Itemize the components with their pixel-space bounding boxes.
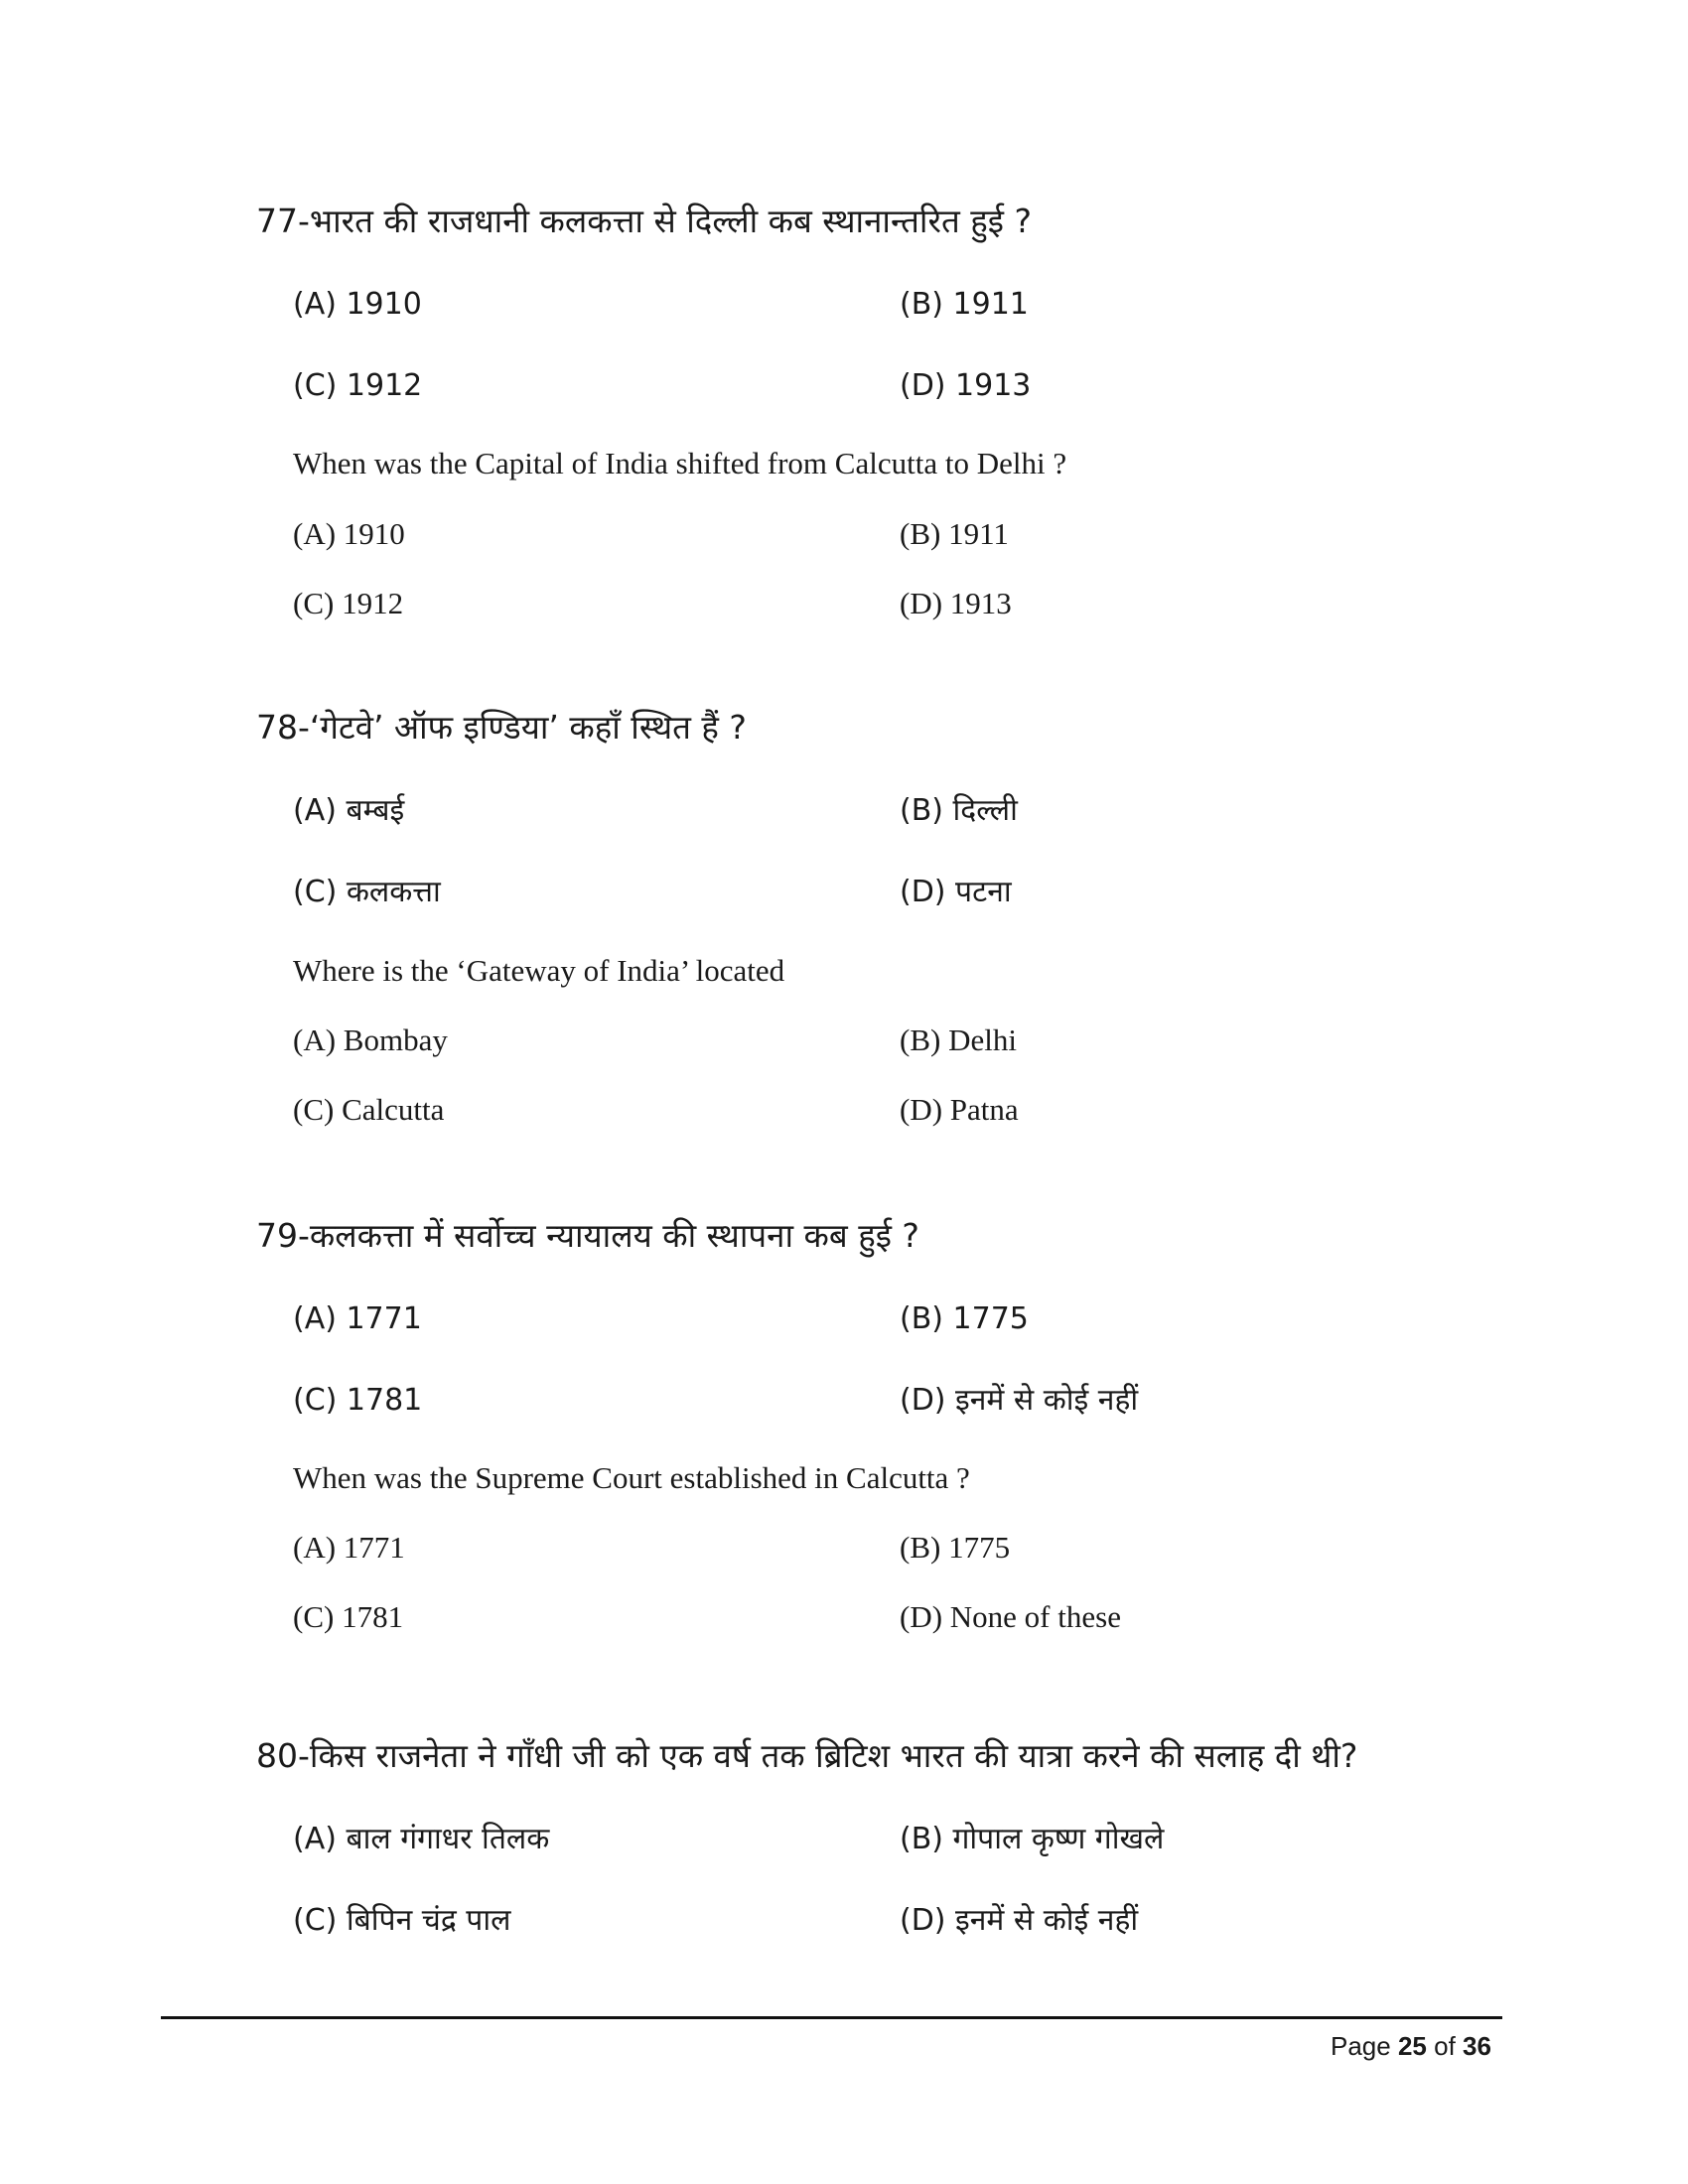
q78-hi-option-b: (B) दिल्ली: [900, 793, 1018, 828]
q79-en-option-c: (C) 1781: [293, 1599, 404, 1634]
page-of-label: of: [1434, 2031, 1456, 2061]
q78-en-option-a: (A) Bombay: [293, 1023, 448, 1057]
q78-en-option-b: (B) Delhi: [900, 1023, 1017, 1057]
page-label: Page: [1331, 2031, 1391, 2061]
q77-hi-option-d: (D) 1913: [900, 368, 1032, 403]
q78-en-option-c: (C) Calcutta: [293, 1092, 445, 1127]
page-number-footer: [1331, 2031, 1491, 2062]
question-80-hindi: 80-किस राजनेता ने गाँधी जी को एक वर्ष तक ब्रिटिश भारत की यात्रा करने की सलाह दी थी?: [256, 1736, 1358, 1775]
page-current: 25: [1397, 2031, 1427, 2061]
question-77-english: When was the Capital of India shifted from Calcutta to Delhi ?: [293, 446, 1067, 480]
page-total: 36: [1463, 2031, 1491, 2061]
q79-hi-option-a: (A) 1771: [293, 1301, 422, 1336]
q77-hi-option-a: (A) 1910: [293, 287, 422, 322]
q79-hi-option-b: (B) 1775: [900, 1301, 1029, 1336]
q77-hi-option-b: (B) 1911: [900, 287, 1029, 322]
q80-hi-option-a: (A) बाल गंगाधर तिलक: [293, 1822, 550, 1856]
q77-en-option-d: (D) 1913: [900, 586, 1012, 620]
question-78-hindi: 78-‘गेटवे’ ऑफ इण्डिया’ कहाँ स्थित हैं ?: [256, 708, 747, 747]
q78-hi-option-a: (A) बम्बई: [293, 793, 405, 828]
q80-hi-option-b: (B) गोपाल कृष्ण गोखले: [900, 1822, 1165, 1856]
question-79-english: When was the Supreme Court established in Calcutta ?: [293, 1460, 970, 1495]
question-78-english: Where is the ‘Gateway of India’ located: [293, 953, 785, 988]
question-77-hindi: 77-भारत की राजधानी कलकत्ता से दिल्ली कब स्थानान्तरित हुई ?: [256, 202, 1033, 240]
q78-hi-option-d: (D) पटना: [900, 875, 1012, 909]
footer-divider: [161, 2016, 1502, 2019]
q77-en-option-c: (C) 1912: [293, 586, 404, 620]
q80-hi-option-c: (C) बिपिन चंद्र पाल: [293, 1903, 511, 1938]
q77-en-option-b: (B) 1911: [900, 516, 1009, 551]
q79-en-option-b: (B) 1775: [900, 1530, 1011, 1565]
q79-hi-option-c: (C) 1781: [293, 1383, 423, 1418]
q79-en-option-a: (A) 1771: [293, 1530, 405, 1565]
q80-hi-option-d: (D) इनमें से कोई नहीं: [900, 1903, 1139, 1938]
question-79-hindi: 79-कलकत्ता में सर्वोच्च न्यायालय की स्थापना कब हुई ?: [256, 1216, 919, 1255]
q78-en-option-d: (D) Patna: [900, 1092, 1019, 1127]
q79-en-option-d: (D) None of these: [900, 1599, 1121, 1634]
q77-en-option-a: (A) 1910: [293, 516, 405, 551]
q77-hi-option-c: (C) 1912: [293, 368, 423, 403]
q78-hi-option-c: (C) कलकत्ता: [293, 875, 441, 909]
q79-hi-option-d: (D) इनमें से कोई नहीं: [900, 1383, 1139, 1418]
